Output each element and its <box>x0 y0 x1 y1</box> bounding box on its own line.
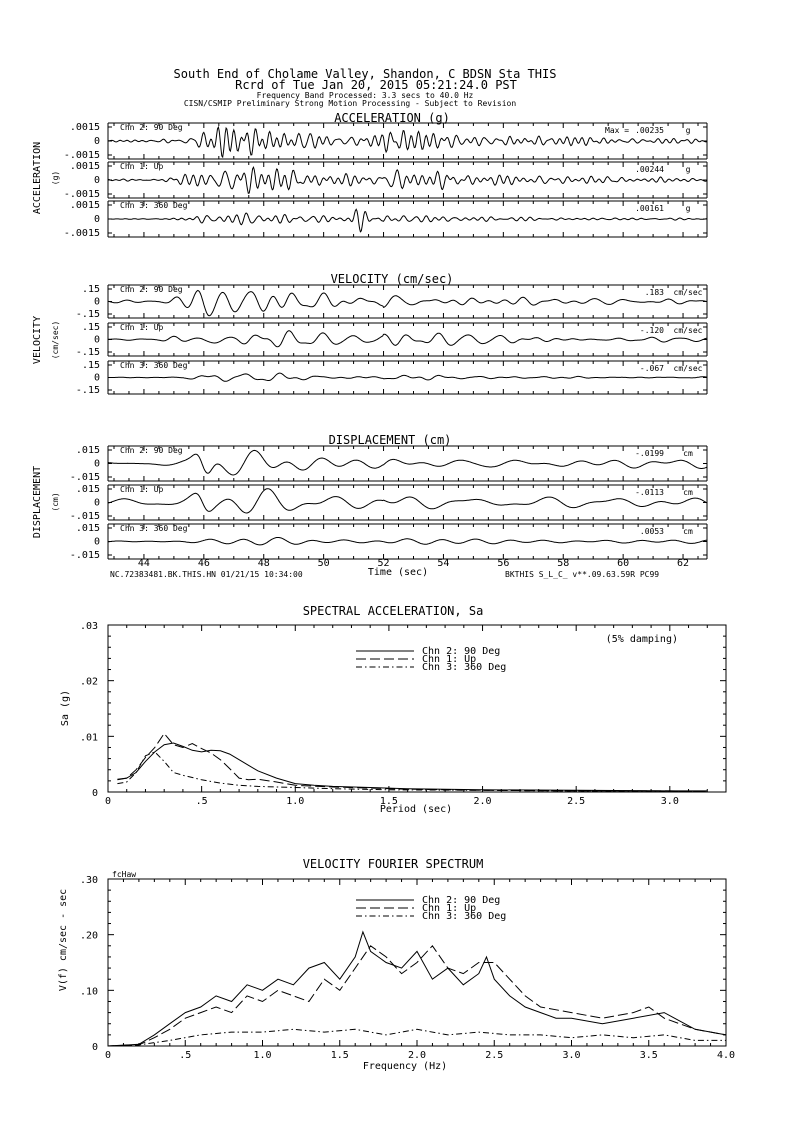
time-tick-label: 44 <box>137 558 150 569</box>
y-tick-label: -.15 <box>75 309 100 320</box>
max-value: .0053 <box>639 527 664 536</box>
max-value: .00161 <box>635 204 664 213</box>
waveform-trace <box>108 291 707 316</box>
acceleration-panel <box>32 111 707 239</box>
y-tick-label: .0015 <box>69 161 100 172</box>
y-tick-label: .03 <box>79 621 98 632</box>
max-value: .183 <box>644 288 664 297</box>
y-tick-label: -.0015 <box>63 228 100 239</box>
max-unit: cm <box>683 527 693 536</box>
waveform-trace <box>108 331 707 347</box>
channel-label: Chn 3: 360 Deg <box>120 524 188 533</box>
y-tick-label: .01 <box>79 732 98 744</box>
spectrum-curve <box>117 734 707 792</box>
x-tick-label: 1.5 <box>330 1050 349 1061</box>
y-tick-label: .02 <box>79 676 98 688</box>
x-tick-label: 4.0 <box>716 1050 736 1061</box>
y-tick-label: -.15 <box>75 347 100 358</box>
trace-strip <box>76 284 707 320</box>
waveform-trace <box>108 167 707 193</box>
x-tick-label: 3.0 <box>562 1050 581 1061</box>
x-tick-label: 3.0 <box>660 796 679 807</box>
time-tick-label: 62 <box>677 558 690 569</box>
y-tick-label: .015 <box>75 484 100 495</box>
trace-strip <box>70 445 707 483</box>
trace-strip <box>70 523 707 561</box>
channel-label: Chn 3: 360 Deg <box>120 201 188 210</box>
y-tick-label: -.0015 <box>63 150 100 161</box>
fourier-ylabel: V(f) cm/sec - sec <box>58 888 69 992</box>
y-tick-label: 0 <box>91 1042 98 1053</box>
legend-label: Chn 2: 90 Deg <box>422 646 501 657</box>
fourier-xlabel: Frequency (Hz) <box>362 1061 448 1072</box>
trace-strip <box>70 484 707 522</box>
x-tick-label: 1.5 <box>379 796 398 807</box>
time-tick-label: 46 <box>197 558 210 569</box>
max-unit: cm/sec <box>673 364 703 373</box>
channel-label: Chn 3: 360 Deg <box>120 361 188 370</box>
time-tick-label: 60 <box>617 558 630 569</box>
spectral-xlabel: Period (sec) <box>379 804 453 815</box>
y-tick-label: .15 <box>81 284 100 295</box>
header-disclaimer: CISN/CSMIP Preliminary Strong Motion Processing - Subject to Revision <box>183 99 517 108</box>
max-unit: g <box>685 126 691 135</box>
processing-id: BKTHIS S_L_C_ v**.09.63.59R PC99 <box>505 570 660 579</box>
damping-note: (5% damping) <box>605 634 678 645</box>
fourier-tag: fcHaw <box>112 870 137 879</box>
y-tick-label: 0 <box>93 372 100 384</box>
time-tick-label: 58 <box>557 558 570 569</box>
velocity-title: VELOCITY (cm/sec) <box>330 272 454 286</box>
legend-label: Chn 3: 360 Deg <box>422 911 507 922</box>
channel-label: Chn 1: Up <box>120 485 164 494</box>
y-tick-label: .0015 <box>69 200 100 211</box>
y-tick-label: .015 <box>75 445 100 456</box>
y-tick-label: -.0015 <box>63 189 100 200</box>
acceleration-title: ACCELERATION (g) <box>334 111 450 125</box>
max-unit: cm/sec <box>673 326 703 335</box>
y-tick-label: -.015 <box>69 472 100 483</box>
waveform-trace <box>108 373 707 381</box>
time-tick-label: 56 <box>497 558 510 569</box>
x-tick-label: 2.0 <box>473 796 492 807</box>
legend-label: Chn 1: Up <box>422 903 477 914</box>
y-tick-label: 0 <box>93 296 100 308</box>
time-tick-label: 48 <box>257 558 270 569</box>
report-header <box>174 67 557 108</box>
spectral-acceleration-panel <box>60 604 726 815</box>
record-id: NC.72383481.BK.THIS.HN 01/21/15 10:34:00 <box>110 570 303 579</box>
max-value: .00244 <box>635 165 664 174</box>
max-value: .00235 <box>635 126 664 135</box>
velocity-ylabel: VELOCITY <box>32 315 43 365</box>
x-tick-label: 0 <box>104 1050 112 1061</box>
channel-label: Chn 2: 90 Deg <box>120 285 183 294</box>
max-value: -.0113 <box>635 488 664 497</box>
max-value: -.0199 <box>635 449 664 458</box>
x-tick-label: 0 <box>104 796 112 807</box>
y-tick-label: .15 <box>81 360 100 371</box>
spectrum-curve <box>117 752 707 792</box>
trace-strip <box>64 122 707 161</box>
channel-label: Chn 1: Up <box>120 323 164 332</box>
spectral-ylabel: Sa (g) <box>60 689 71 727</box>
max-unit: cm/sec <box>673 288 703 297</box>
y-tick-label: 0 <box>93 458 100 470</box>
x-tick-label: .5 <box>179 1050 192 1061</box>
y-tick-label: .015 <box>75 523 100 534</box>
x-tick-label: 3.5 <box>639 1050 658 1061</box>
spectral-title: SPECTRAL ACCELERATION, Sa <box>302 604 484 618</box>
y-tick-label: 0 <box>93 497 100 509</box>
legend-label: Chn 1: Up <box>422 654 477 665</box>
displacement-title: DISPLACEMENT (cm) <box>328 433 452 447</box>
plot-frame <box>108 625 726 792</box>
y-tick-label: .15 <box>81 322 100 333</box>
header-band: Frequency Band Processed: 3.3 secs to 40.0 Hz <box>256 91 474 100</box>
header-record: Rcrd of Tue Jan 20, 2015 05:21:24.0 PST <box>235 78 517 92</box>
time-tick-label: 52 <box>377 558 390 569</box>
x-tick-label: 2.0 <box>407 1050 427 1061</box>
max-value: -.120 <box>639 326 664 335</box>
time-tick-label: 54 <box>437 558 450 569</box>
velocity-panel <box>32 272 707 396</box>
y-tick-label: -.015 <box>69 511 100 522</box>
x-tick-label: .5 <box>195 796 208 807</box>
time-tick-label: 50 <box>317 558 330 569</box>
acceleration-ylabel: ACCELERATION <box>32 141 43 215</box>
displacement-ylabel: DISPLACEMENT <box>32 465 43 539</box>
y-tick-label: .0015 <box>69 122 100 133</box>
displacement-panel <box>32 433 707 579</box>
waveform-trace <box>108 450 707 475</box>
displacement-yunit: (cm) <box>51 492 60 512</box>
x-tick-label: 2.5 <box>485 1050 504 1061</box>
x-tick-label: 2.5 <box>567 796 586 807</box>
waveform-trace <box>108 538 707 545</box>
channel-label: Chn 1: Up <box>120 162 164 171</box>
y-tick-label: .20 <box>79 930 98 942</box>
legend-label: Chn 2: 90 Deg <box>422 895 501 906</box>
y-tick-label: -.15 <box>75 385 100 396</box>
acceleration-yunit: (g) <box>51 170 60 186</box>
y-tick-label: 0 <box>93 536 100 548</box>
trace-strip <box>64 161 707 200</box>
y-tick-label: .30 <box>79 875 98 886</box>
max-unit: g <box>685 165 691 174</box>
fourier-title: VELOCITY FOURIER SPECTRUM <box>302 857 484 871</box>
max-prefix: Max = <box>605 126 630 135</box>
y-tick-label: 0 <box>93 136 100 147</box>
channel-label: Chn 2: 90 Deg <box>120 446 183 455</box>
velocity-yunit: (cm/sec) <box>51 320 60 360</box>
y-tick-label: 0 <box>93 334 100 346</box>
y-tick-label: 0 <box>93 175 100 186</box>
fourier-spectrum-panel <box>58 857 735 1072</box>
y-tick-label: .10 <box>79 986 98 998</box>
y-tick-label: 0 <box>91 788 98 799</box>
trace-strip <box>64 200 707 239</box>
trace-strip <box>76 360 707 396</box>
trace-strip <box>76 322 707 358</box>
spectrum-curve <box>108 946 726 1046</box>
max-unit: g <box>685 204 691 213</box>
x-tick-label: 1.0 <box>286 796 305 807</box>
waveform-trace <box>108 489 707 513</box>
max-unit: cm <box>683 449 693 458</box>
time-axis-label: Time (sec) <box>367 567 429 578</box>
channel-label: Chn 2: 90 Deg <box>120 123 183 132</box>
max-unit: cm <box>683 488 693 497</box>
waveform-trace <box>108 209 707 232</box>
y-tick-label: 0 <box>93 214 100 225</box>
y-tick-label: -.015 <box>69 550 100 561</box>
header-station: South End of Cholame Valley, Shandon, C BDSN Sta THIS <box>173 67 557 81</box>
max-value: -.067 <box>639 364 664 373</box>
legend-label: Chn 3: 360 Deg <box>422 662 507 673</box>
x-tick-label: 1.0 <box>253 1050 272 1061</box>
